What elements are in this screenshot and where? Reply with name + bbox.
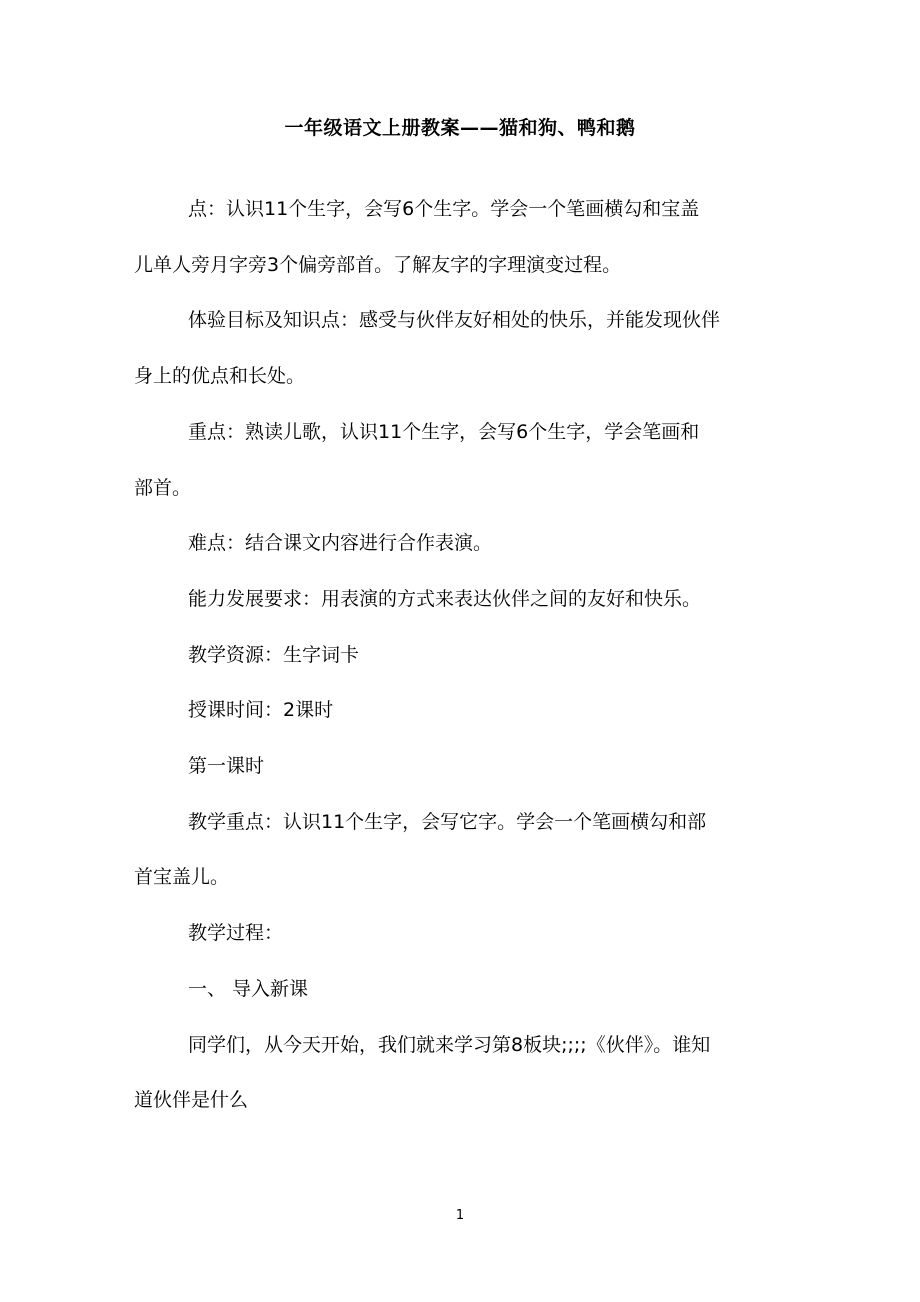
- text-line: 一、 导入新课: [188, 977, 309, 1000]
- paragraph: [134, 739, 794, 795]
- text-line: 教学过程：: [188, 922, 284, 945]
- paragraph: [134, 182, 794, 293]
- text-line: 同学们，从今天开始，我们就来学习第8板块;;;;《伙伴》。谁知: [188, 1033, 711, 1056]
- text-line: 体验目标及知识点：感受与伙伴友好相处的快乐，并能发现伙伴: [188, 309, 721, 332]
- text-line: 部首。: [134, 476, 192, 499]
- text-line: 教学资源：生字词卡: [188, 643, 360, 666]
- text-line: 教学重点：认识11个生字，会写它字。学会一个笔画横勾和部: [188, 810, 707, 833]
- text-line: 能力发展要求：用表演的方式来表达伙伴之间的友好和快乐。: [188, 587, 702, 610]
- paragraph: [134, 628, 794, 684]
- paragraph: [134, 405, 794, 516]
- paragraph: [134, 1018, 794, 1129]
- text-line: 重点：熟读儿歌，认识11个生字，会写6个生字，学会笔画和: [188, 420, 700, 443]
- text-line: 儿单人旁月字旁3个偏旁部首。了解友字的字理演变过程。: [134, 253, 622, 276]
- text-line: 难点：结合课文内容进行合作表演。: [188, 532, 493, 555]
- text-line: 身上的优点和长处。: [134, 365, 306, 388]
- paragraph: [134, 572, 794, 628]
- text-line: 首宝盖儿。: [134, 866, 230, 889]
- text-line: 点：认识11个生字，会写6个生字。学会一个笔画横勾和宝盖: [188, 198, 700, 220]
- text-line: 第一课时: [188, 755, 265, 778]
- paragraph: [134, 516, 794, 572]
- document-title: 一年级语文上册教案——猫和狗、鸭和鹅: [284, 117, 636, 139]
- paragraph: [134, 293, 794, 404]
- paragraph: [134, 683, 794, 739]
- paragraph: [134, 962, 794, 1018]
- paragraph: [134, 906, 794, 962]
- paragraph: [134, 795, 794, 906]
- text-line: 授课时间：2课时: [188, 699, 334, 722]
- document-body: [134, 182, 794, 1129]
- page-number: 1: [455, 1208, 465, 1223]
- text-line: 道伙伴是什么: [134, 1089, 249, 1112]
